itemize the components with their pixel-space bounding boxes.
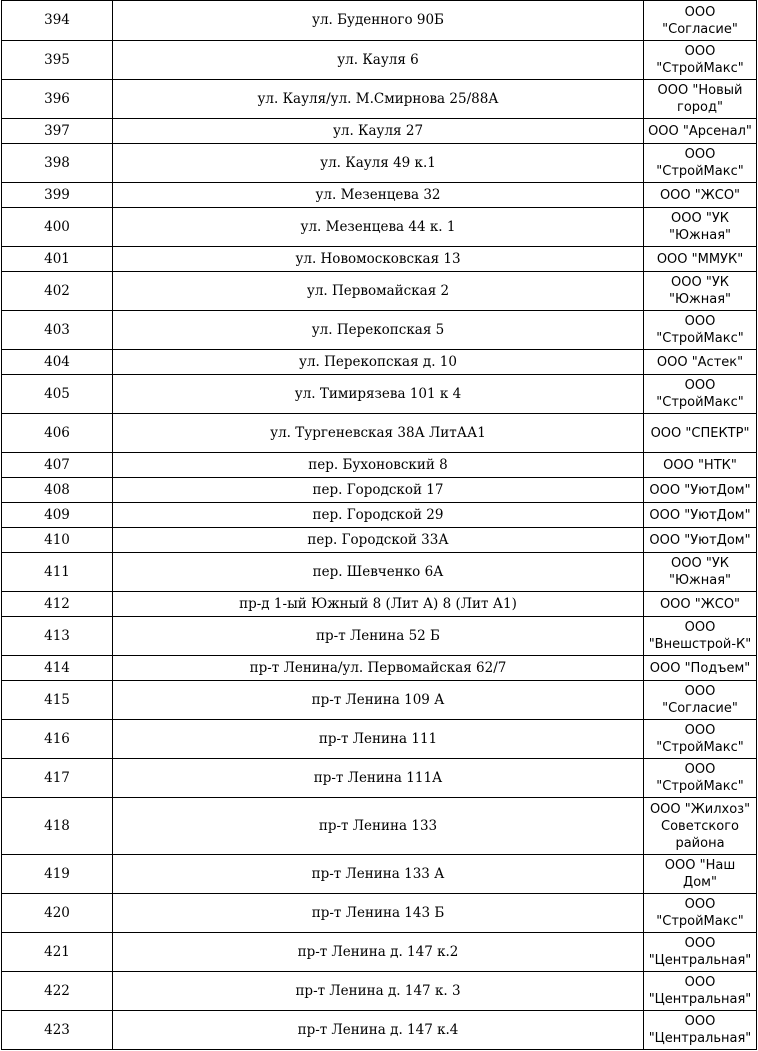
table-row (2, 119, 757, 144)
management-company-cell: ООО "УютДом" (644, 478, 757, 503)
row-number: 411 (2, 553, 113, 592)
management-company-cell: ООО "УК "Южная" (644, 553, 757, 592)
management-company-cell: ООО "СтройМакс" (644, 375, 757, 414)
row-number: 396 (2, 80, 113, 119)
table-row (2, 759, 757, 798)
address-cell: пр-т Ленина 109 А (113, 681, 644, 720)
row-number: 409 (2, 503, 113, 528)
address-cell: ул. Кауля 49 к.1 (113, 144, 644, 183)
management-company-cell: ООО "ЖСО" (644, 592, 757, 617)
row-number: 405 (2, 375, 113, 414)
table-row (2, 553, 757, 592)
table-row (2, 528, 757, 553)
management-company-cell: ООО "Астек" (644, 350, 757, 375)
row-number: 407 (2, 453, 113, 478)
address-cell: ул. Кауля/ул. М.Смирнова 25/88А (113, 80, 644, 119)
address-cell: ул. Перекопская д. 10 (113, 350, 644, 375)
table-row (2, 272, 757, 311)
table-row (2, 894, 757, 933)
management-company-cell: ООО "Новый город" (644, 80, 757, 119)
row-number: 399 (2, 183, 113, 208)
row-number: 414 (2, 656, 113, 681)
address-cell: пр-т Ленина 52 Б (113, 617, 644, 656)
table-row (2, 247, 757, 272)
address-cell: пр-т Ленина 133 А (113, 855, 644, 894)
address-cell: пр-т Ленина 143 Б (113, 894, 644, 933)
row-number: 410 (2, 528, 113, 553)
address-cell: пер. Шевченко 6А (113, 553, 644, 592)
address-cell: ул. Первомайская 2 (113, 272, 644, 311)
table-row (2, 478, 757, 503)
address-cell: пер. Городской 33А (113, 528, 644, 553)
table-row (2, 183, 757, 208)
management-company-cell: ООО "СтройМакс" (644, 720, 757, 759)
row-number: 417 (2, 759, 113, 798)
table-row (2, 656, 757, 681)
management-company-cell: ООО "СПЕКТР" (644, 414, 757, 453)
row-number: 408 (2, 478, 113, 503)
address-cell: пр-т Ленина/ул. Первомайская 62/7 (113, 656, 644, 681)
row-number: 423 (2, 1011, 113, 1050)
housing-management-table (1, 0, 757, 1050)
management-company-cell: ООО "Арсенал" (644, 119, 757, 144)
management-company-cell: ООО "Наш Дом" (644, 855, 757, 894)
management-company-cell: ООО "Подъем" (644, 656, 757, 681)
table-row (2, 798, 757, 855)
address-cell: пр-т Ленина 133 (113, 798, 644, 855)
table-row (2, 933, 757, 972)
row-number: 416 (2, 720, 113, 759)
management-company-cell: ООО "Центральная" (644, 972, 757, 1011)
table-row (2, 1011, 757, 1050)
management-company-cell: ООО "СтройМакс" (644, 311, 757, 350)
row-number: 422 (2, 972, 113, 1011)
table-row (2, 144, 757, 183)
row-number: 394 (2, 1, 113, 41)
address-cell: ул. Кауля 27 (113, 119, 644, 144)
table-row (2, 855, 757, 894)
address-cell: ул. Кауля 6 (113, 41, 644, 80)
address-cell: ул. Перекопская 5 (113, 311, 644, 350)
management-company-cell: ООО "ММУК" (644, 247, 757, 272)
table-row (2, 720, 757, 759)
table-row (2, 414, 757, 453)
management-company-cell: ООО "Центральная" (644, 933, 757, 972)
table-row (2, 592, 757, 617)
row-number: 404 (2, 350, 113, 375)
management-company-cell: ООО "СтройМакс" (644, 759, 757, 798)
row-number: 420 (2, 894, 113, 933)
row-number: 401 (2, 247, 113, 272)
row-number: 412 (2, 592, 113, 617)
row-number: 418 (2, 798, 113, 855)
address-cell: ул. Мезенцева 44 к. 1 (113, 208, 644, 247)
row-number: 421 (2, 933, 113, 972)
row-number: 415 (2, 681, 113, 720)
table-row (2, 453, 757, 478)
address-cell: пр-д 1-ый Южный 8 (Лит А) 8 (Лит А1) (113, 592, 644, 617)
address-cell: пер. Городской 17 (113, 478, 644, 503)
management-company-cell: ООО "Согласие" (644, 681, 757, 720)
table-row (2, 41, 757, 80)
address-cell: ул. Новомосковская 13 (113, 247, 644, 272)
table-row (2, 80, 757, 119)
address-cell: пр-т Ленина д. 147 к. 3 (113, 972, 644, 1011)
address-cell: пр-т Ленина 111А (113, 759, 644, 798)
row-number: 413 (2, 617, 113, 656)
row-number: 403 (2, 311, 113, 350)
management-company-cell: ООО "ЖСО" (644, 183, 757, 208)
table-body (2, 1, 757, 1050)
address-cell: пер. Городской 29 (113, 503, 644, 528)
management-company-cell: ООО "СтройМакс" (644, 144, 757, 183)
address-cell: пр-т Ленина 111 (113, 720, 644, 759)
management-company-cell: ООО "УютДом" (644, 503, 757, 528)
management-company-cell: ООО "УютДом" (644, 528, 757, 553)
management-company-cell: ООО "НТК" (644, 453, 757, 478)
row-number: 406 (2, 414, 113, 453)
table-row (2, 972, 757, 1011)
table-row (2, 617, 757, 656)
table-row (2, 350, 757, 375)
table-row (2, 681, 757, 720)
management-company-cell: ООО "Жилхоз" Советского района (644, 798, 757, 855)
table-row (2, 208, 757, 247)
row-number: 395 (2, 41, 113, 80)
management-company-cell: ООО "УК "Южная" (644, 272, 757, 311)
table-row (2, 1, 757, 41)
table-row (2, 375, 757, 414)
table-row (2, 311, 757, 350)
address-cell: ул. Тургеневская 38А ЛитАА1 (113, 414, 644, 453)
row-number: 398 (2, 144, 113, 183)
address-cell: ул. Буденного 90Б (113, 1, 644, 41)
row-number: 397 (2, 119, 113, 144)
row-number: 402 (2, 272, 113, 311)
management-company-cell: ООО "СтройМакс" (644, 41, 757, 80)
address-cell: ул. Тимирязева 101 к 4 (113, 375, 644, 414)
row-number: 400 (2, 208, 113, 247)
management-company-cell: ООО "Внешстрой-К" (644, 617, 757, 656)
row-number: 419 (2, 855, 113, 894)
address-cell: пр-т Ленина д. 147 к.4 (113, 1011, 644, 1050)
address-cell: пер. Бухоновский 8 (113, 453, 644, 478)
address-cell: ул. Мезенцева 32 (113, 183, 644, 208)
management-company-cell: ООО "УК "Южная" (644, 208, 757, 247)
table-row (2, 503, 757, 528)
management-company-cell: ООО "Центральная" (644, 1011, 757, 1050)
address-cell: пр-т Ленина д. 147 к.2 (113, 933, 644, 972)
management-company-cell: ООО "СтройМакс" (644, 894, 757, 933)
management-company-cell: ООО "Согласие" (644, 1, 757, 41)
